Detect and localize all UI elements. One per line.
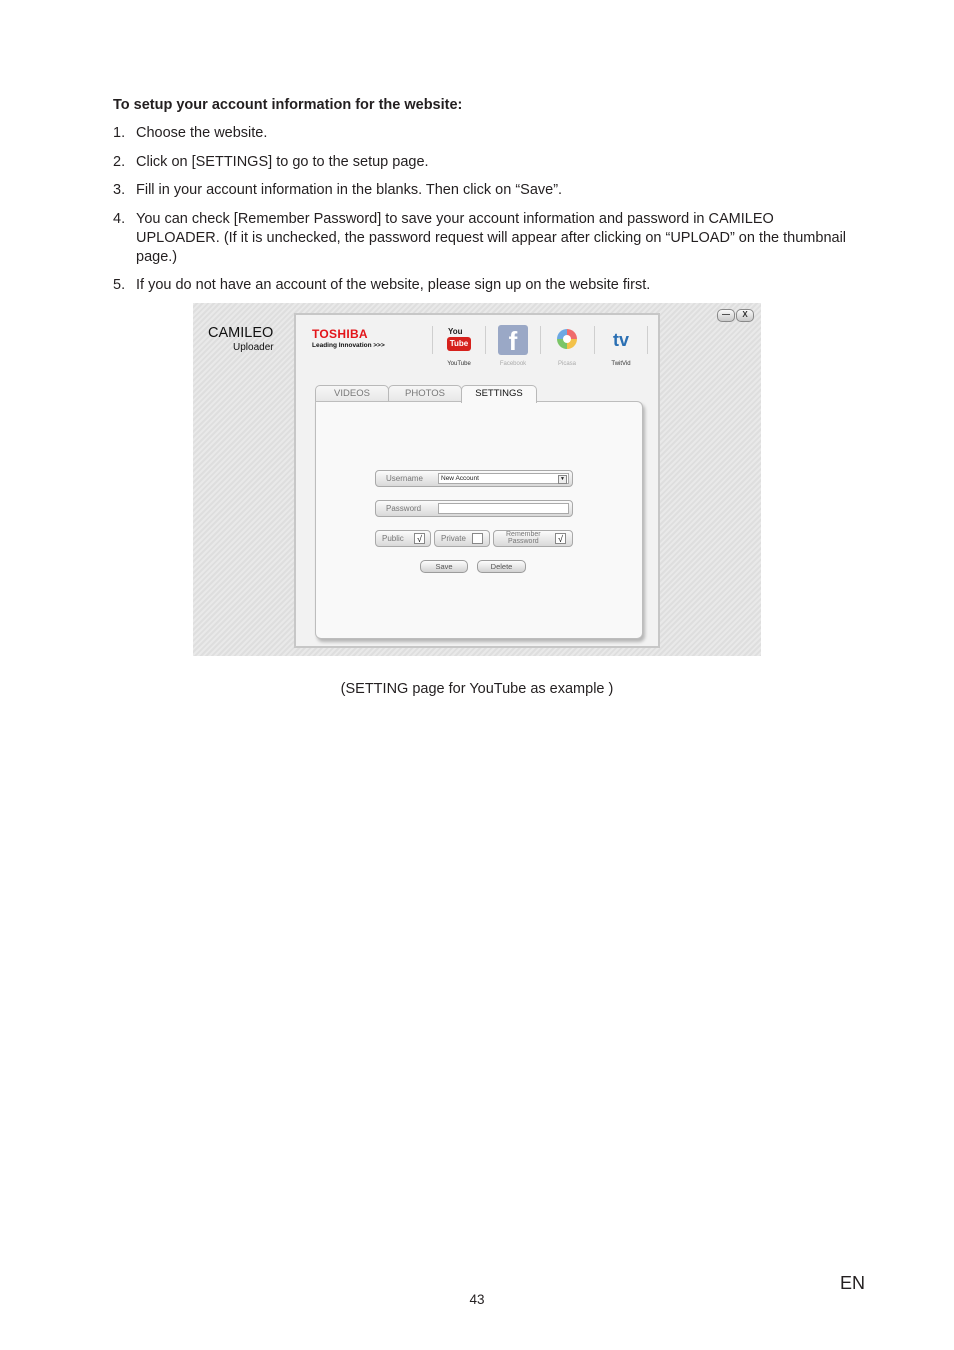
- toshiba-logo: TOSHIBA: [312, 327, 368, 341]
- username-select[interactable]: New Account ▼: [438, 473, 569, 484]
- username-row: [375, 470, 573, 487]
- save-button[interactable]: Save: [420, 560, 468, 573]
- divider: [647, 326, 648, 354]
- password-label: Password: [386, 504, 422, 513]
- public-checkbox[interactable]: √: [414, 533, 425, 544]
- toshiba-tagline: Leading Innovation >>>: [312, 342, 385, 349]
- step-text: Click on [SETTINGS] to go to the setup page.: [136, 153, 429, 170]
- remember-checkbox[interactable]: √: [555, 533, 566, 544]
- step-text: You can check [Remember Password] to save your account information and password in CAMILEO UPLOADER. (If it is unchecked, the password request will appear after clicking on “UPLOAD” on the thumbnail page.): [136, 210, 847, 265]
- divider: [594, 326, 595, 354]
- public-row: [375, 530, 431, 547]
- settings-content: [315, 401, 643, 639]
- site-youtube[interactable]: [436, 323, 482, 373]
- site-picasa[interactable]: [544, 323, 590, 373]
- private-row: [434, 530, 490, 547]
- step-text: If you do not have an account of the website, please sign up on the website first.: [136, 277, 651, 293]
- section-heading: To setup your account information for the website:: [113, 97, 463, 113]
- picasa-icon: [557, 329, 577, 349]
- list-item: [113, 210, 853, 267]
- delete-button[interactable]: Delete: [477, 560, 526, 573]
- private-checkbox[interactable]: [472, 533, 483, 544]
- step-text: Choose the website.: [136, 125, 268, 141]
- chevron-down-icon: ▼: [558, 475, 567, 484]
- figure-caption: (SETTING page for YouTube as example ): [340, 681, 614, 697]
- site-label: Picasa: [557, 361, 576, 367]
- twitvid-icon: tv: [612, 330, 629, 350]
- private-label: Private: [441, 534, 466, 543]
- password-row: [375, 500, 573, 517]
- step-number: 5.: [113, 277, 126, 293]
- tab-videos[interactable]: VIDEOS: [315, 385, 389, 402]
- step-number: 3.: [113, 182, 126, 198]
- language-marker: EN: [840, 1273, 866, 1293]
- list-item: [113, 276, 853, 295]
- remember-row: [493, 530, 573, 547]
- public-label: Public: [382, 534, 404, 543]
- list-item: [113, 153, 853, 172]
- step-number: 2.: [113, 153, 126, 170]
- facebook-icon: f: [498, 325, 528, 355]
- tab-settings[interactable]: SETTINGS: [461, 385, 537, 403]
- list-item: [113, 181, 853, 200]
- step-number: 4.: [113, 210, 126, 227]
- divider: [432, 326, 433, 354]
- remember-label: Remember Password: [506, 531, 541, 545]
- page-number: 43: [469, 1292, 485, 1307]
- step-text: Fill in your account information in the blanks. Then click on “Save”.: [136, 182, 563, 198]
- app-screenshot: [193, 303, 761, 656]
- site-facebook[interactable]: [490, 323, 536, 373]
- youtube-icon: You Tube: [444, 325, 474, 355]
- divider: [485, 326, 486, 354]
- main-panel: [294, 313, 660, 648]
- site-label: YouTube: [447, 361, 471, 367]
- username-label: Username: [386, 474, 423, 483]
- divider: [540, 326, 541, 354]
- step-list: [113, 124, 853, 305]
- close-button[interactable]: X: [736, 309, 754, 322]
- minimize-button[interactable]: —: [717, 309, 735, 322]
- site-twitvid[interactable]: [598, 323, 644, 373]
- list-item: [113, 124, 853, 143]
- app-brand: CAMILEO: [208, 325, 274, 341]
- site-label: Facebook: [499, 361, 527, 367]
- step-number: 1.: [113, 125, 126, 141]
- password-input[interactable]: [438, 503, 569, 514]
- tab-photos[interactable]: PHOTOS: [388, 385, 462, 402]
- site-label: TwitVid: [611, 361, 631, 367]
- app-brand-sub: Uploader: [233, 342, 274, 353]
